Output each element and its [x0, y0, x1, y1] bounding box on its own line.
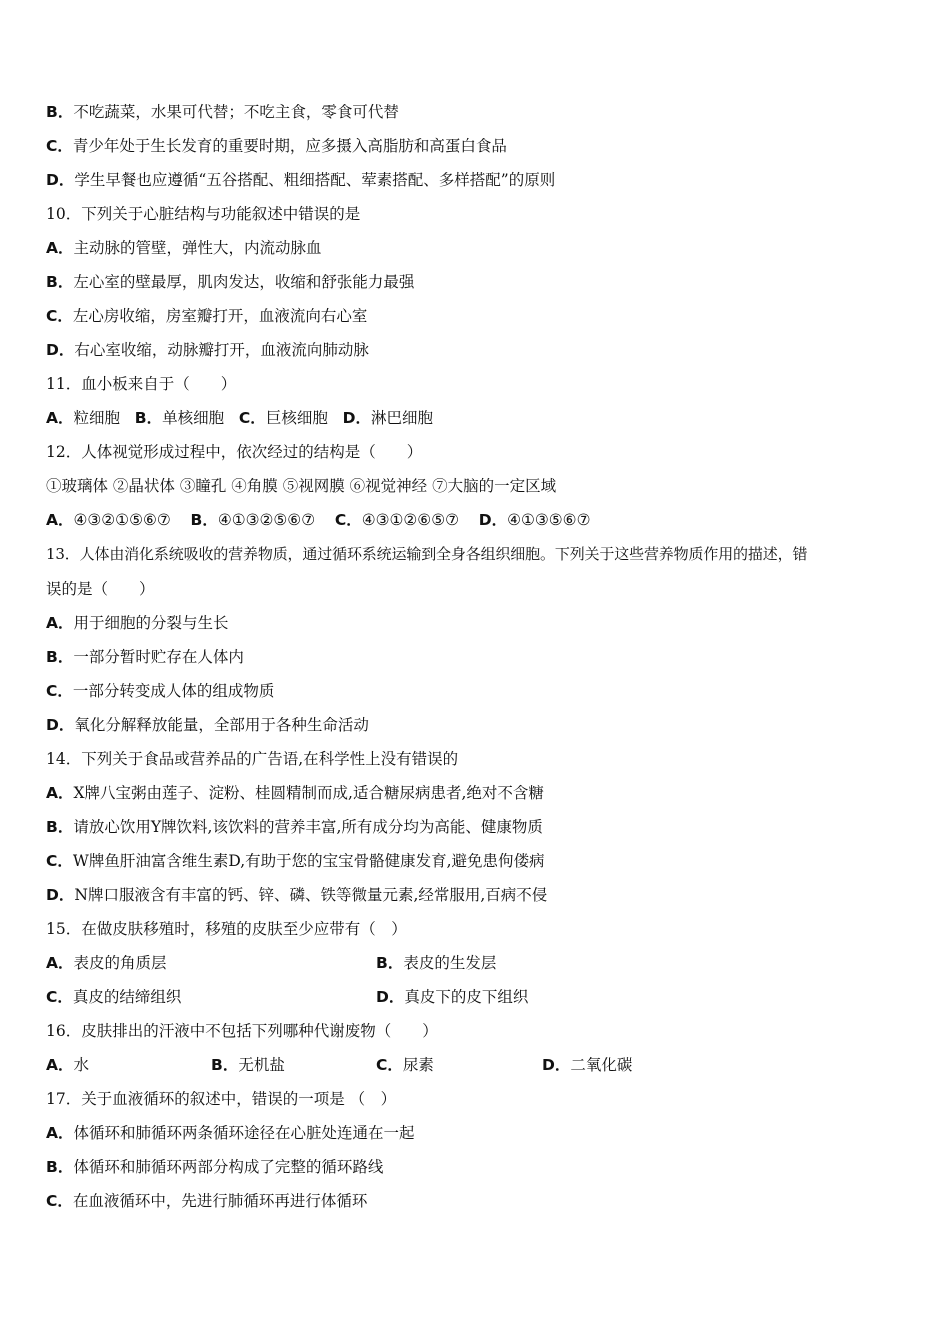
- option-text: 请放心饮用Y牌饮料,该饮料的营养丰富,所有成分均为高能、健康物质: [73, 818, 543, 836]
- option-label: D．: [46, 171, 75, 189]
- option-label: C．: [46, 988, 73, 1006]
- q13-stem-line1: 13．人体由消化系统吸收的营养物质，通过循环系统运输到全身各组织细胞。下列关于这些营养物质作用的描述，错: [46, 545, 808, 563]
- option-label: B．: [211, 1056, 239, 1074]
- q16-option-b: [211, 1055, 285, 1075]
- option-label: A．: [46, 954, 74, 972]
- q14-option-c: [46, 851, 545, 871]
- option-text: 右心室收缩，动脉瓣打开，血液流向肺动脉: [74, 341, 369, 359]
- option-text: 巨核细胞: [265, 409, 328, 427]
- option-text: W牌鱼肝油富含维生素D,有助于您的宝宝骨骼健康发育,避免患佝偻病: [72, 852, 545, 870]
- q12-options: [46, 510, 590, 530]
- option-text: ④①③⑤⑥⑦: [507, 511, 591, 529]
- option-label: A．: [46, 239, 74, 257]
- option-text: X牌八宝粥由莲子、淀粉、桂圆精制而成,适合糖尿病患者,绝对不含糖: [73, 784, 544, 802]
- option-label: B．: [46, 818, 74, 836]
- q13-option-c: [46, 681, 274, 701]
- option-text: 水: [73, 1056, 90, 1074]
- q10-option-a: [46, 238, 322, 258]
- option-text: N牌口服液含有丰富的钙、锌、磷、铁等微量元素,经常服用,百病不侵: [74, 886, 548, 904]
- q11-stem: 11．血小板来自于（ ）: [46, 375, 237, 393]
- option-text: 尿素: [402, 1056, 434, 1074]
- option-label: D．: [46, 886, 75, 904]
- q14-option-a: [46, 783, 544, 803]
- q12-items: ①玻璃体 ②晶状体 ③瞳孔 ④角膜 ⑤视网膜 ⑥视觉神经 ⑦大脑的一定区域: [46, 477, 557, 495]
- option-text: 在血液循环中，先进行肺循环再进行体循环: [72, 1192, 368, 1210]
- option-label: C．: [46, 307, 73, 325]
- q15-option-b: [376, 953, 496, 973]
- option-label: D．: [342, 409, 371, 427]
- q9-option-d: [46, 170, 555, 190]
- option-text: 二氧化碳: [570, 1056, 633, 1074]
- option-text: 学生早餐也应遵循“五谷搭配、粗细搭配、荤素搭配、多样搭配”的原则: [74, 171, 556, 189]
- option-text: 淋巴细胞: [370, 409, 433, 427]
- q14-stem: 14．下列关于食品或营养品的广告语,在科学性上没有错误的: [46, 750, 459, 768]
- option-text: 单核细胞: [162, 409, 225, 427]
- q15-option-d: [376, 987, 528, 1007]
- option-label: A．: [46, 1124, 74, 1142]
- q13-option-d: [46, 715, 369, 735]
- option-text: 青少年处于生长发育的重要时期，应多摄入高脂肪和高蛋白食品: [72, 137, 507, 155]
- q12-stem: 12．人体视觉形成过程中，依次经过的结构是（ ）: [46, 443, 423, 461]
- q15-stem: 15．在做皮肤移殖时，移殖的皮肤至少应带有（ ）: [46, 920, 407, 938]
- q16-stem: 16．皮肤排出的汗液中不包括下列哪种代谢废物（ ）: [46, 1022, 438, 1040]
- option-label: B．: [46, 648, 74, 666]
- q9-option-b: [46, 102, 399, 122]
- q17-stem: 17．关于血液循环的叙述中，错误的一项是 （ ）: [46, 1090, 397, 1108]
- option-label: D．: [478, 511, 508, 529]
- q13-stem-line2: 误的是（ ）: [46, 580, 155, 598]
- option-text: 表皮的生发层: [403, 954, 497, 972]
- q17-option-a: [46, 1123, 415, 1143]
- option-label: A．: [46, 784, 74, 802]
- option-label: B．: [46, 103, 74, 121]
- q11-options: [46, 408, 433, 428]
- option-label: A．: [46, 511, 74, 529]
- option-label: C．: [46, 137, 73, 155]
- option-text: 主动脉的管壁，弹性大，内流动脉血: [73, 239, 322, 257]
- option-label: D．: [46, 716, 75, 734]
- q17-option-c: [46, 1191, 367, 1211]
- q10-option-d: [46, 340, 369, 360]
- option-label: A．: [46, 1056, 74, 1074]
- option-text: 体循环和肺循环两部分构成了完整的循环路线: [73, 1158, 384, 1176]
- option-text: 无机盐: [238, 1056, 285, 1074]
- q17-option-b: [46, 1157, 383, 1177]
- q15-option-c: [46, 987, 181, 1007]
- option-label: C．: [334, 511, 362, 529]
- option-label: C．: [46, 682, 73, 700]
- option-text: ④①③②⑤⑥⑦: [217, 511, 316, 529]
- q10-option-c: [46, 306, 367, 326]
- option-label: B．: [46, 273, 74, 291]
- option-label: A．: [46, 614, 74, 632]
- option-text: 左心房收缩，房室瓣打开，血液流向右心室: [72, 307, 368, 325]
- option-text: 一部分转变成人体的组成物质: [72, 682, 275, 700]
- option-text: ④③②①⑤⑥⑦: [73, 511, 171, 529]
- option-text: 用于细胞的分裂与生长: [73, 614, 229, 632]
- option-label: C．: [238, 409, 266, 427]
- option-label: C．: [46, 852, 73, 870]
- q16-option-a: [46, 1055, 89, 1075]
- q16-option-d: [542, 1055, 632, 1075]
- option-text: 不吃蔬菜，水果可代替；不吃主食，零食可代替: [73, 103, 399, 121]
- q13-option-a: [46, 613, 229, 633]
- option-label: B．: [376, 954, 404, 972]
- option-label: B．: [134, 409, 163, 427]
- option-label: D．: [542, 1056, 571, 1074]
- option-text: 氧化分解释放能量，全部用于各种生命活动: [74, 716, 369, 734]
- q15-option-a: [46, 953, 167, 973]
- option-text: 真皮下的皮下组织: [404, 988, 529, 1006]
- option-label: B．: [190, 511, 218, 529]
- q10-stem: 10．下列关于心脏结构与功能叙述中错误的是: [46, 205, 361, 223]
- option-text: ④③①②⑥⑤⑦: [361, 511, 459, 529]
- q9-option-c: [46, 136, 507, 156]
- option-text: 体循环和肺循环两条循环途径在心脏处连通在一起: [73, 1124, 415, 1142]
- q10-option-b: [46, 272, 414, 292]
- q14-option-d: [46, 885, 547, 905]
- option-text: 左心室的壁最厚，肌肉发达，收缩和舒张能力最强: [73, 273, 415, 291]
- q13-option-b: [46, 647, 244, 667]
- option-text: 表皮的角质层: [73, 954, 167, 972]
- option-label: C．: [46, 1192, 73, 1210]
- option-text: 粒细胞: [73, 409, 121, 427]
- q16-option-c: [376, 1055, 434, 1075]
- option-text: 真皮的结缔组织: [72, 988, 182, 1006]
- q14-option-b: [46, 817, 543, 837]
- option-label: A．: [46, 409, 74, 427]
- option-label: D．: [46, 341, 75, 359]
- option-label: B．: [46, 1158, 74, 1176]
- option-label: D．: [376, 988, 405, 1006]
- option-label: C．: [376, 1056, 403, 1074]
- option-text: 一部分暂时贮存在人体内: [73, 648, 244, 666]
